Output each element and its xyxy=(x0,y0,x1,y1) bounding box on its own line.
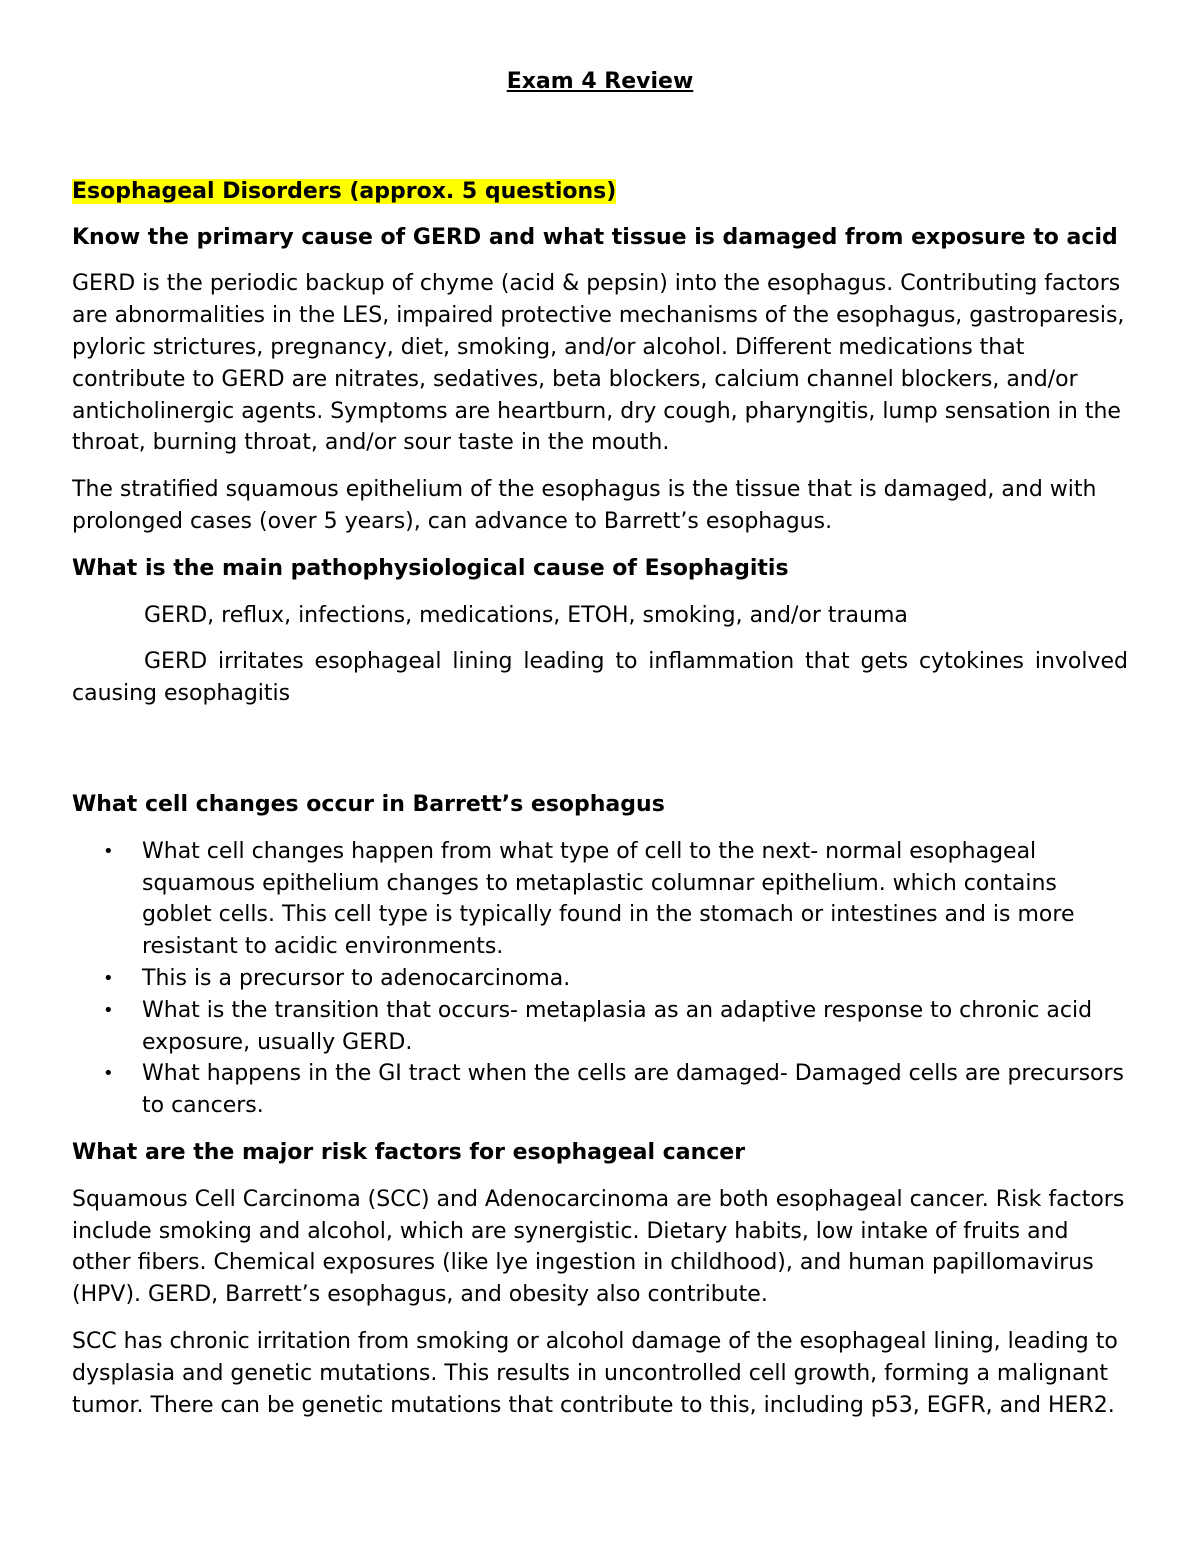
section-heading-highlight: Esophageal Disorders (approx. 5 questions) xyxy=(72,178,617,204)
list-item xyxy=(72,995,1128,1059)
question-barretts-heading: What cell changes occur in Barrett’s esophagus xyxy=(72,791,665,817)
question-esophagitis-heading: What is the main pathophysiological cause of Esophagitis xyxy=(72,555,789,581)
bullet-icon: • xyxy=(103,1063,114,1085)
list-item xyxy=(72,1058,1128,1122)
tissue-damage-paragraph: The stratified squamous epithelium of the esophagus is the tissue that is damaged, and with prolonged cases (over 5 years), can advance to Barrett’s esophagus. xyxy=(72,477,1097,534)
barretts-bullet-list xyxy=(72,836,1128,1122)
cancer-risk-paragraph: Squamous Cell Carcinoma (SCC) and Adenocarcinoma are both esophageal cancer. Risk factors include smoking and alcohol, which are synergistic. Dietary habits, low intake of fruits and other fibers. Chemical exposures (like lye ingestion in childhood), and human papillomavirus (HPV). GERD, Barrett’s esophagus, and obesity also contribute. xyxy=(72,1186,1125,1308)
esophagitis-mechanism-paragraph: GERD irritates esophageal lining leading to inflammation that gets cytokines involved causing esophagitis xyxy=(72,649,1128,707)
bullet-icon: • xyxy=(103,999,114,1021)
list-item-text: What happens in the GI tract when the cells are damaged- Damaged cells are precursors to cancers. xyxy=(142,1061,1125,1119)
list-item-text: This is a precursor to adenocarcinoma. xyxy=(142,965,571,991)
list-item xyxy=(72,836,1128,963)
list-item-text: What is the transition that occurs- metaplasia as an adaptive response to chronic acid exposure, usually GERD. xyxy=(142,997,1093,1055)
document-title: Exam 4 Review xyxy=(506,69,694,94)
blank-space xyxy=(72,725,1128,789)
document-page xyxy=(72,66,1128,1436)
question-cancer-risk-heading: What are the major risk factors for esophageal cancer xyxy=(72,1139,746,1165)
list-item xyxy=(72,963,1128,995)
list-item-text: What cell changes happen from what type of cell to the next- normal esophageal squamous epithelium changes to metaplastic columnar epithelium. which contains goblet cells. This cell type is typically found in the stomach or intestines and is more resistant to acidic environments. xyxy=(142,838,1075,960)
section-heading xyxy=(72,176,1128,208)
bullet-icon: • xyxy=(103,967,114,989)
scc-paragraph: SCC has chronic irritation from smoking or alcohol damage of the esophageal lining, leading to dysplasia and genetic mutations. This results in uncontrolled cell growth, forming a malignant tumor. There can be genetic mutations that contribute to this, including p53, EGFR, and HER2. xyxy=(72,1328,1118,1418)
esophagitis-causes-paragraph: GERD, reflux, infections, medications, ETOH, smoking, and/or trauma xyxy=(144,602,908,628)
bullet-icon: • xyxy=(103,840,114,862)
question-gerd-heading: Know the primary cause of GERD and what tissue is damaged from exposure to acid xyxy=(72,224,1118,250)
gerd-paragraph: GERD is the periodic backup of chyme (acid & pepsin) into the esophagus. Contributing factors are abnormalities in the LES, impaired protective mechanisms of the esophagus, gastroparesis, pyloric strictures, pregnancy, diet, smoking, and/or alcohol. Different medications that contribute to GERD are nitrates, sedatives, beta blockers, calcium channel blockers, and/or anticholinergic agents. Symptoms are heartburn, dry cough, pharyngitis, lump sensation in the throat, burning throat, and/or sour taste in the mouth. xyxy=(72,271,1125,456)
